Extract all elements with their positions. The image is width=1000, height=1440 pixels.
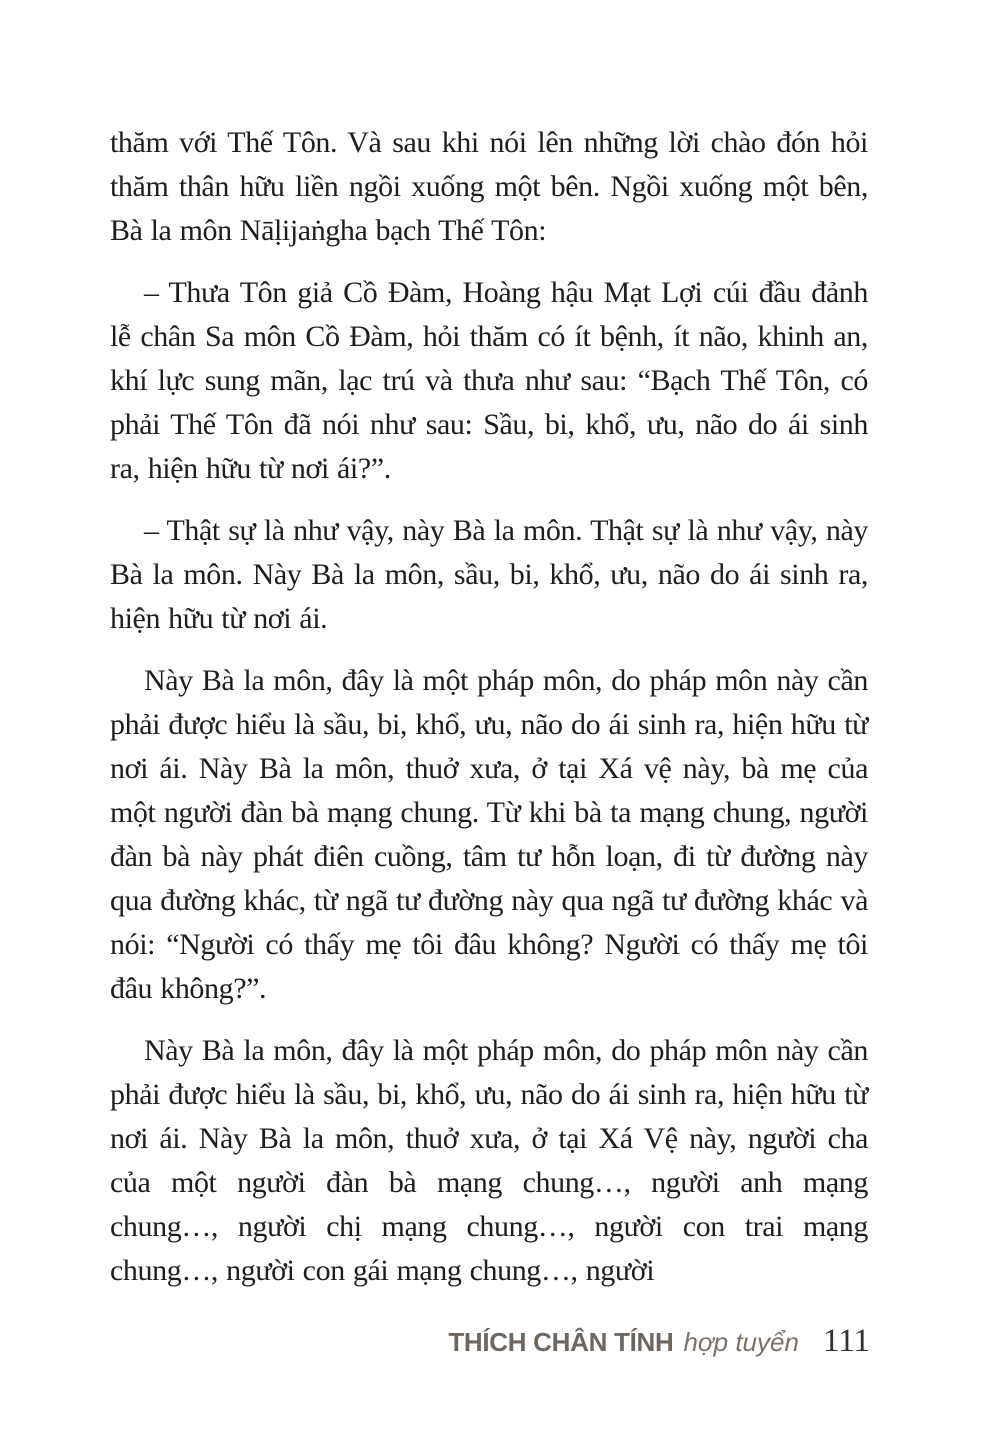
paragraph-2: – Thưa Tôn giả Cồ Đàm, Hoàng hậu Mạt Lợi cúi đầu đảnh lễ chân Sa môn Cồ Đàm, hỏi thăm có ít bệnh, ít não, khinh an, khí lực sung mãn, lạc trú và thưa như sau: “Bạch Thế Tôn, có phải Thế Tôn đã nói như sau: Sầu, bi, khổ, ưu, não do ái sinh ra, hiện hữu từ nơi ái?”.: [110, 276, 868, 485]
paragraph-1: thăm với Thế Tôn. Và sau khi nói lên những lời chào đón hỏi thăm thân hữu liền ngồi xuống một bên. Ngồi xuống một bên, Bà la môn Nāḷijaṅgha bạch Thế Tôn:: [110, 126, 868, 247]
page-footer: [448, 1323, 870, 1360]
paragraph-3: – Thật sự là như vậy, này Bà la môn. Thật sự là như vậy, này Bà la môn. Này Bà la môn, sầu, bi, khổ, ưu, não do ái sinh ra, hiện hữu từ nơi ái.: [110, 514, 868, 635]
page-number: 111: [822, 1323, 870, 1359]
page-body: [110, 121, 868, 1293]
paragraph-4: Này Bà la môn, đây là một pháp môn, do pháp môn này cần phải được hiểu là sầu, bi, khổ, ưu, não do ái sinh ra, hiện hữu từ nơi ái. Này Bà la môn, thuở xưa, ở tại Xá vệ này, bà mẹ của một người đàn bà mạng chung. Từ khi bà ta mạng chung, người đàn bà này phát điên cuồng, tâm tư hỗn loạn, đi từ đường này qua đường khác, từ ngã tư đường này qua ngã tư đường khác và nói: “Người có thấy mẹ tôi đâu không? Người có thấy mẹ tôi đâu không?”.: [110, 664, 868, 1005]
footer-series-title: hợp tuyển: [683, 1327, 799, 1357]
paragraph-5: Này Bà la môn, đây là một pháp môn, do pháp môn này cần phải được hiểu là sầu, bi, khổ, ưu, não do ái sinh ra, hiện hữu từ nơi ái. Này Bà la môn, thuở xưa, ở tại Xá Vệ này, người cha của một người đàn bà mạng chung…, người anh mạng chung…, người chị mạng chung…, người con trai mạng chung…, người con gái mạng chung…, người: [110, 1034, 868, 1287]
footer-author-name: THÍCH CHÂN TÍNH: [448, 1327, 674, 1357]
